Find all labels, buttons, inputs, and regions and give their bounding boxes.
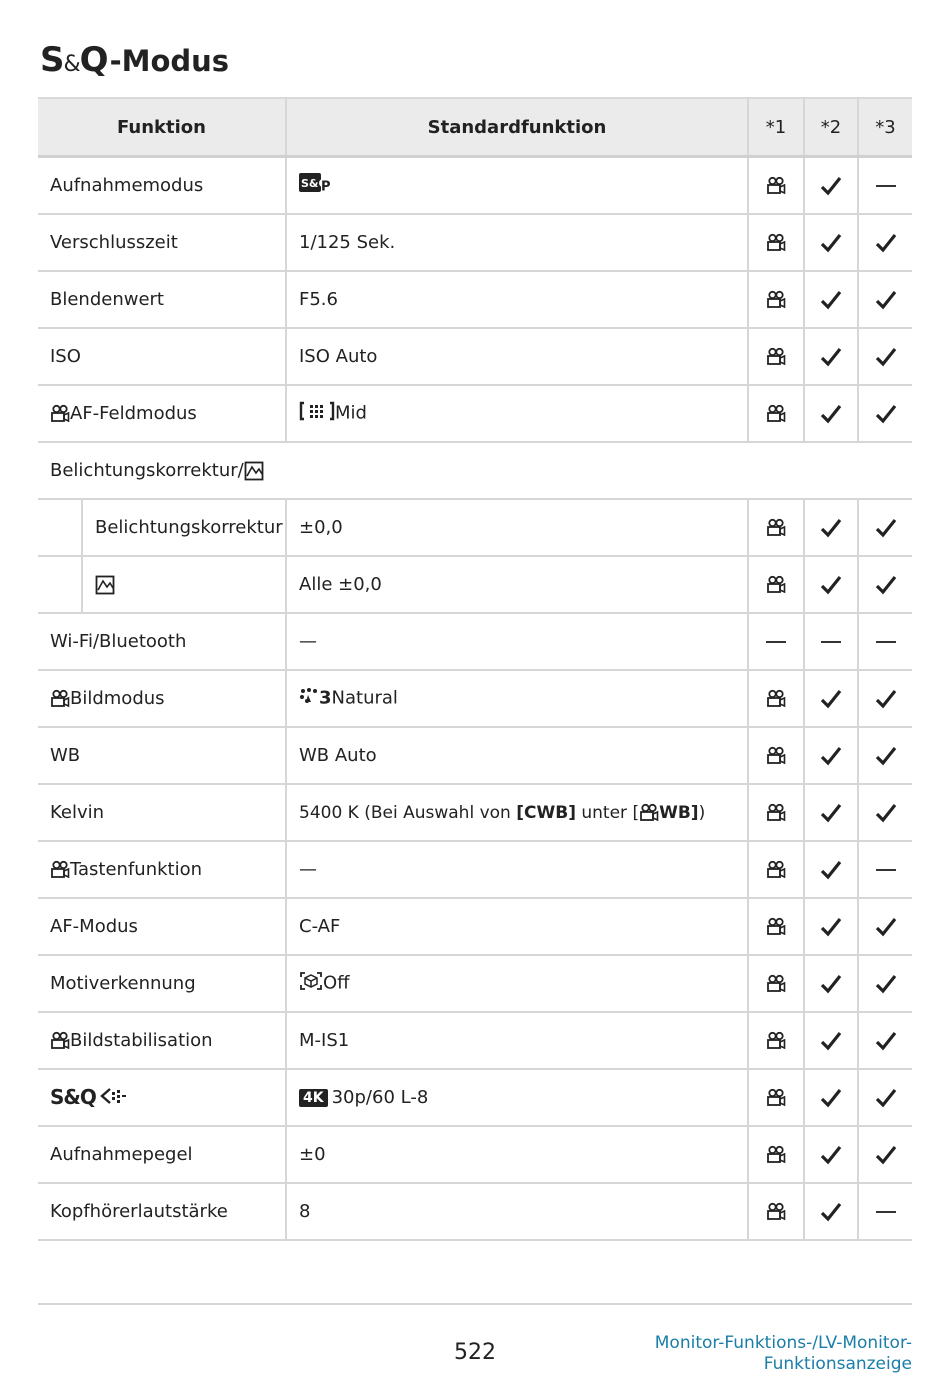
movie-icon <box>766 1031 786 1051</box>
dash-icon <box>876 869 896 871</box>
check-icon <box>820 974 842 994</box>
movie-icon <box>766 518 786 538</box>
check-icon <box>875 803 897 823</box>
dash-icon <box>876 1211 896 1213</box>
header-standard: Standardfunktion <box>286 98 748 157</box>
dash-icon <box>876 185 896 187</box>
check-icon <box>875 1031 897 1051</box>
movie-icon <box>766 347 786 367</box>
check-icon <box>820 518 842 538</box>
movie-icon <box>766 290 786 310</box>
mark-m2 <box>804 157 858 215</box>
row-value: S& P <box>286 157 748 215</box>
row-value: ±0,0 <box>286 499 748 556</box>
table-row <box>38 613 912 670</box>
tone-icon <box>244 461 264 481</box>
movie-icon <box>766 860 786 880</box>
movie-icon <box>766 917 786 937</box>
row-label <box>83 557 115 612</box>
movie-icon <box>766 1202 786 1222</box>
row-label: Belichtungskorrektur/ <box>38 442 912 499</box>
row-value: ±0 <box>286 1126 748 1183</box>
table-row <box>38 1012 912 1069</box>
svg-text:S&Q: S& <box>301 177 319 190</box>
movie-icon <box>50 404 70 424</box>
header-funktion: Funktion <box>38 98 286 157</box>
check-icon <box>820 746 842 766</box>
check-icon <box>875 1088 897 1108</box>
movie-icon <box>766 974 786 994</box>
check-icon <box>875 518 897 538</box>
table-row <box>38 1069 912 1126</box>
check-icon <box>875 404 897 424</box>
settings-table <box>38 97 912 1241</box>
table-group-row <box>38 442 912 499</box>
header-m2: *2 <box>804 98 858 157</box>
row-label: Aufnahmepegel <box>38 1126 286 1183</box>
table-row <box>38 898 912 955</box>
row-value: Mid <box>286 385 748 442</box>
check-icon <box>875 290 897 310</box>
row-label: Bildstabilisation <box>38 1012 286 1069</box>
sq-movie-mode-icon <box>299 173 321 198</box>
movie-icon <box>639 803 659 823</box>
table-row <box>38 499 912 556</box>
sq-mode-icon: S&Q <box>40 40 108 80</box>
check-icon <box>820 1145 842 1165</box>
table-header-row <box>38 98 912 157</box>
row-value: ISO Auto <box>286 328 748 385</box>
row-label: Kopfhörerlautstärke <box>38 1183 286 1240</box>
table-row <box>38 1183 912 1240</box>
check-icon <box>820 689 842 709</box>
tone-icon <box>95 575 115 595</box>
table-row <box>38 157 912 215</box>
movie-icon <box>50 689 70 709</box>
row-value: 5400 K (Bei Auswahl von [CWB] unter [ WB]) <box>286 784 748 841</box>
dash-icon <box>876 641 896 643</box>
table-row <box>38 271 912 328</box>
section-link[interactable]: Monitor-Funktions-/LV-Monitor- Funktionsanzeige <box>654 1333 912 1374</box>
check-icon <box>820 233 842 253</box>
movie-icon <box>766 1145 786 1165</box>
dash-icon <box>821 641 841 643</box>
movie-icon <box>766 689 786 709</box>
row-label: AF-Feldmodus <box>38 385 286 442</box>
row-label: AF-Modus <box>38 898 286 955</box>
page-number: 522 <box>454 1340 496 1365</box>
mark-m3 <box>858 157 912 215</box>
row-value: C-AF <box>286 898 748 955</box>
subject-detection-icon <box>299 971 323 996</box>
table-row <box>38 385 912 442</box>
check-icon <box>820 1202 842 1222</box>
check-icon <box>875 917 897 937</box>
movie-icon <box>766 233 786 253</box>
row-label: Aufnahmemodus <box>38 157 286 215</box>
check-icon <box>875 233 897 253</box>
movie-icon <box>766 575 786 595</box>
table-row <box>38 1126 912 1183</box>
check-icon <box>875 575 897 595</box>
check-icon <box>875 347 897 367</box>
table-row <box>38 556 912 613</box>
row-value: — <box>286 613 748 670</box>
row-label: Tastenfunktion <box>38 841 286 898</box>
header-m1: *1 <box>748 98 804 157</box>
row-value: M-IS1 <box>286 1012 748 1069</box>
check-icon <box>820 860 842 880</box>
row-label: WB <box>38 727 286 784</box>
row-label: Wi-Fi/Bluetooth <box>38 613 286 670</box>
table-row <box>38 841 912 898</box>
row-label: S&Q <box>38 1069 286 1126</box>
row-value: WB Auto <box>286 727 748 784</box>
row-value: 3Natural <box>286 670 748 727</box>
check-icon <box>820 290 842 310</box>
check-icon <box>820 347 842 367</box>
check-icon <box>820 1088 842 1108</box>
header-m3: *3 <box>858 98 912 157</box>
movie-icon <box>766 404 786 424</box>
check-icon <box>820 176 842 196</box>
row-value: Off <box>286 955 748 1012</box>
row-label: Blendenwert <box>38 271 286 328</box>
check-icon <box>820 803 842 823</box>
check-icon <box>820 917 842 937</box>
row-value: Alle ±0,0 <box>286 556 748 613</box>
row-value: 4K 30p/60 L-8 <box>286 1069 748 1126</box>
movie-icon <box>50 860 70 880</box>
picture-mode-icon <box>299 687 319 710</box>
row-label: Verschlusszeit <box>38 214 286 271</box>
page-title-text: -Modus <box>109 44 230 78</box>
dash-icon <box>766 641 786 643</box>
movie-icon <box>766 176 786 196</box>
check-icon <box>875 974 897 994</box>
table-row <box>38 784 912 841</box>
mark-m1 <box>748 157 804 215</box>
row-label: Kelvin <box>38 784 286 841</box>
row-label: Motiverkennung <box>38 955 286 1012</box>
movie-quality-icon <box>100 1087 128 1110</box>
row-label: Belichtungskorrektur <box>95 517 283 538</box>
table-row <box>38 328 912 385</box>
table-row <box>38 670 912 727</box>
row-value: 1/125 Sek. <box>286 214 748 271</box>
row-value: 8 <box>286 1183 748 1240</box>
check-icon <box>875 746 897 766</box>
row-label: ISO <box>38 328 286 385</box>
check-icon <box>820 1031 842 1051</box>
row-value: — <box>286 841 748 898</box>
table-row <box>38 955 912 1012</box>
check-icon <box>875 1145 897 1165</box>
check-icon <box>820 575 842 595</box>
check-icon <box>820 404 842 424</box>
movie-icon <box>766 803 786 823</box>
movie-icon <box>766 746 786 766</box>
movie-icon <box>50 1031 70 1051</box>
row-value: F5.6 <box>286 271 748 328</box>
table-row <box>38 214 912 271</box>
footer-divider <box>38 1303 912 1305</box>
4k-badge: 4K <box>299 1089 328 1107</box>
check-icon <box>875 689 897 709</box>
af-area-icon <box>299 401 335 426</box>
table-row <box>38 727 912 784</box>
row-label: Bildmodus <box>38 670 286 727</box>
page-title <box>40 40 229 90</box>
movie-icon <box>766 1088 786 1108</box>
